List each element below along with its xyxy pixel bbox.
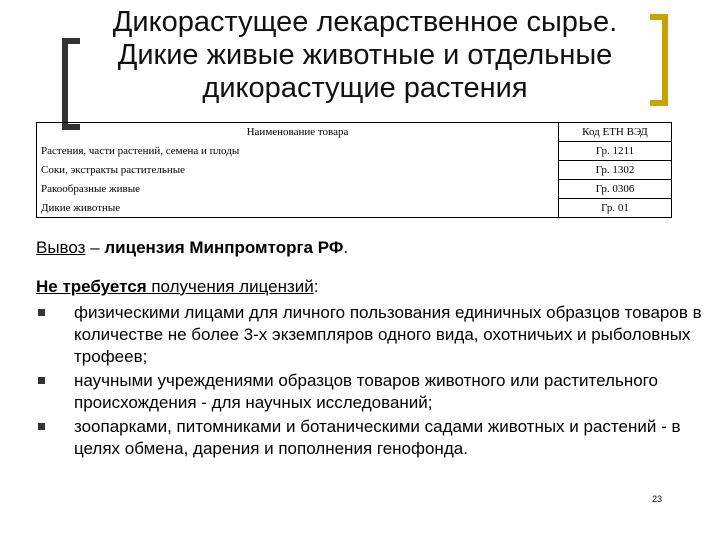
no-license-label: Не требуется [36, 277, 147, 296]
table-row [37, 180, 672, 199]
header-code: Код ЕТН ВЭД [559, 123, 672, 142]
export-text: лицензия Минпромторга РФ [104, 238, 344, 257]
title-line-1: Дикорастущее лекарственное сырье. [112, 6, 618, 38]
title-line-2: Дикие живые животные и отдельные [117, 39, 613, 71]
row-name: Растения, части растений, семена и плоды [37, 142, 559, 161]
row-code: Гр. 1211 [559, 142, 672, 161]
row-name: Дикие животные [37, 199, 559, 218]
export-dash: – [85, 238, 105, 257]
no-license-line [36, 277, 319, 297]
row-name: Ракообразные живые [37, 180, 559, 199]
square-bullet-icon [38, 309, 45, 316]
table-row [37, 161, 672, 180]
exemptions-list [36, 302, 702, 462]
right-bracket-decoration [650, 14, 668, 106]
list-item-text: физическими лицами для личного пользования единичных образцов товаров в количестве не более 3-х экземпляров одного вида, охотничьих и рыболовных трофеев; [74, 303, 702, 366]
list-item [36, 370, 702, 414]
no-license-colon: : [313, 277, 319, 296]
export-period: . [343, 238, 349, 257]
table-header-row [37, 123, 672, 142]
export-line [36, 238, 348, 258]
list-item-text: зоопарками, питомниками и ботаническими садами животных и растений - в целях обмена, дарения и пополнения генофонда. [74, 417, 681, 458]
row-code: Гр. 01 [559, 199, 672, 218]
header-name: Наименование товара [37, 123, 559, 142]
left-bracket-decoration [62, 38, 80, 130]
square-bullet-icon [38, 423, 45, 430]
goods-table [36, 122, 672, 218]
page-number: 23 [652, 494, 663, 504]
list-item [36, 416, 702, 460]
square-bullet-icon [38, 377, 45, 384]
table-row [37, 199, 672, 218]
slide-title [80, 6, 650, 105]
list-item [36, 302, 702, 368]
list-item-text: научными учреждениями образцов товаров животного или растительного происхождения - для научных исследований; [74, 371, 658, 412]
table-row [37, 142, 672, 161]
row-code: Гр. 0306 [559, 180, 672, 199]
row-name: Соки, экстракты растительные [37, 161, 559, 180]
row-code: Гр. 1302 [559, 161, 672, 180]
no-license-text: получения лицензий [146, 277, 314, 296]
title-line-3: дикорастущие растения [202, 72, 528, 104]
export-label: Вывоз [36, 238, 86, 257]
